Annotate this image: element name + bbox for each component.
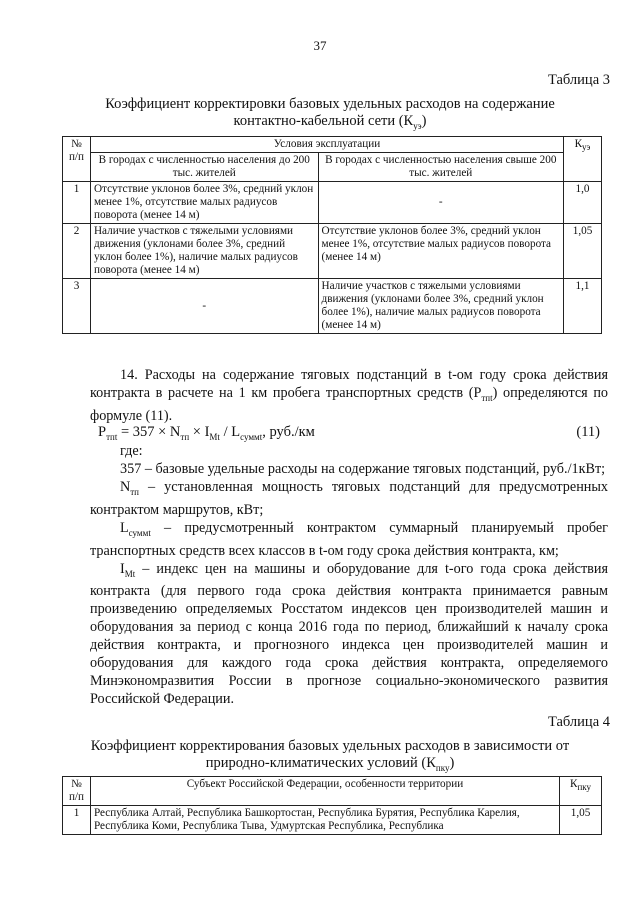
row-num: 3 [63,279,91,334]
row-col1: - [90,279,318,334]
table3-head-k: $К_{уэ}$ [564,137,602,182]
table4-label: Таблица 4 [547,714,610,730]
row-k: 1,05 [564,224,602,279]
table-row [63,279,602,334]
table4-title: Коэффициент корректирования базовых удельных расходов в зависимости от природно-климатических условий $(К_{пку})$ [90,738,570,773]
table-row [63,806,602,835]
formula-11: $P_{тпt} = 357 \times N_{тп} \times I_{Mt} / L_{суммt}$, руб./км [98,424,315,442]
table3-head-col1: В городах с численностью населения до 200 тыс. жителей [90,153,318,182]
row-col2: Отсутствие уклонов более 3%, средний уклон менее 1%, отсутствие малых радиусов поворота (менее 14 м) [318,224,564,279]
definitions [90,442,608,708]
table4 [62,776,602,835]
row-k: 1,1 [564,279,602,334]
row-subject: Республика Алтай, Республика Башкортостан, Республика Бурятия, Республика Карелия, Республика Коми, Республика Тыва, Удмуртская Республика, Республика [90,806,559,835]
definition-i: $I_{Mt}$ – индекс цен на машины и оборудование для t-ого года срока действия контракта (для первого года срока действия контракта принимается равным произведению определяемых Росстатом индексов цен производителей машин и оборудования за период с конца 2016 года по период, ближайший к началу срока действия контракта, и прогнозного индекса цен производителей машин и оборудования для каждого года срока действия контракта, определяемого Минэкономразвития России в прогнозе социально-экономического развития Российской Федерации. [90,560,608,708]
table4-head-subject: Субъект Российской Федерации, особенности территории [90,777,559,806]
row-k: 1,05 [560,806,602,835]
row-num: 1 [63,806,91,835]
table3-head-conditions: Условия эксплуатации [90,137,563,153]
table3 [62,136,602,334]
table4-head-num: № п/п [63,777,91,806]
table3-label: Таблица 3 [547,72,610,88]
definition-357: 357 – базовые удельные расходы на содержание тяговых подстанций, руб./1кВт; [120,461,606,477]
table3-head-num: № п/п [63,137,91,182]
row-num: 2 [63,224,91,279]
table4-head-k: $К_{пку}$ [560,777,602,806]
row-col1: Наличие участков с тяжелыми условиями движения (уклонами более 3%, средний уклон более 1%), наличие малых радиусов поворота (менее 14 м) [90,224,318,279]
table3-title: Коэффициент корректировки базовых удельных расходов на содержание контактно-кабельной сети $(К_{уэ})$ [105,96,555,131]
page-number: 37 [313,38,327,53]
row-col1: Отсутствие уклонов более 3%, средний уклон менее 1%, отсутствие малых радиусов поворота (менее 14 м) [90,182,318,224]
definition-n: $N_{тп}$ – установленная мощность тяговых подстанций для предусмотренных контрактом маршрутов, кВт; [90,479,608,518]
section14-paragraph: 14. Расходы на содержание тяговых подстанций в t-ом году срока действия контракта в расчете на 1 км пробега транспортных средств $(Р_{тпt})$ определяются по формуле (11). [90,367,609,424]
where-label: где: [120,443,143,459]
row-k: 1,0 [564,182,602,224]
table-row [63,224,602,279]
row-num: 1 [63,182,91,224]
row-col2: - [318,182,564,224]
definition-l: $L_{суммt}$ – предусмотренный контрактом суммарный планируемый пробег транспортных средств всех классов в t-ом году срока действия контракта, км; [90,519,608,559]
formula-number: (11) [576,424,600,440]
table3-head-col2: В городах с численностью населения свыше 200 тыс. жителей [318,153,564,182]
row-col2: Наличие участков с тяжелыми условиями движения (уклонами более 3%, средний уклон более 1%), наличие малых радиусов поворота (менее 14 м) [318,279,564,334]
table-row [63,182,602,224]
